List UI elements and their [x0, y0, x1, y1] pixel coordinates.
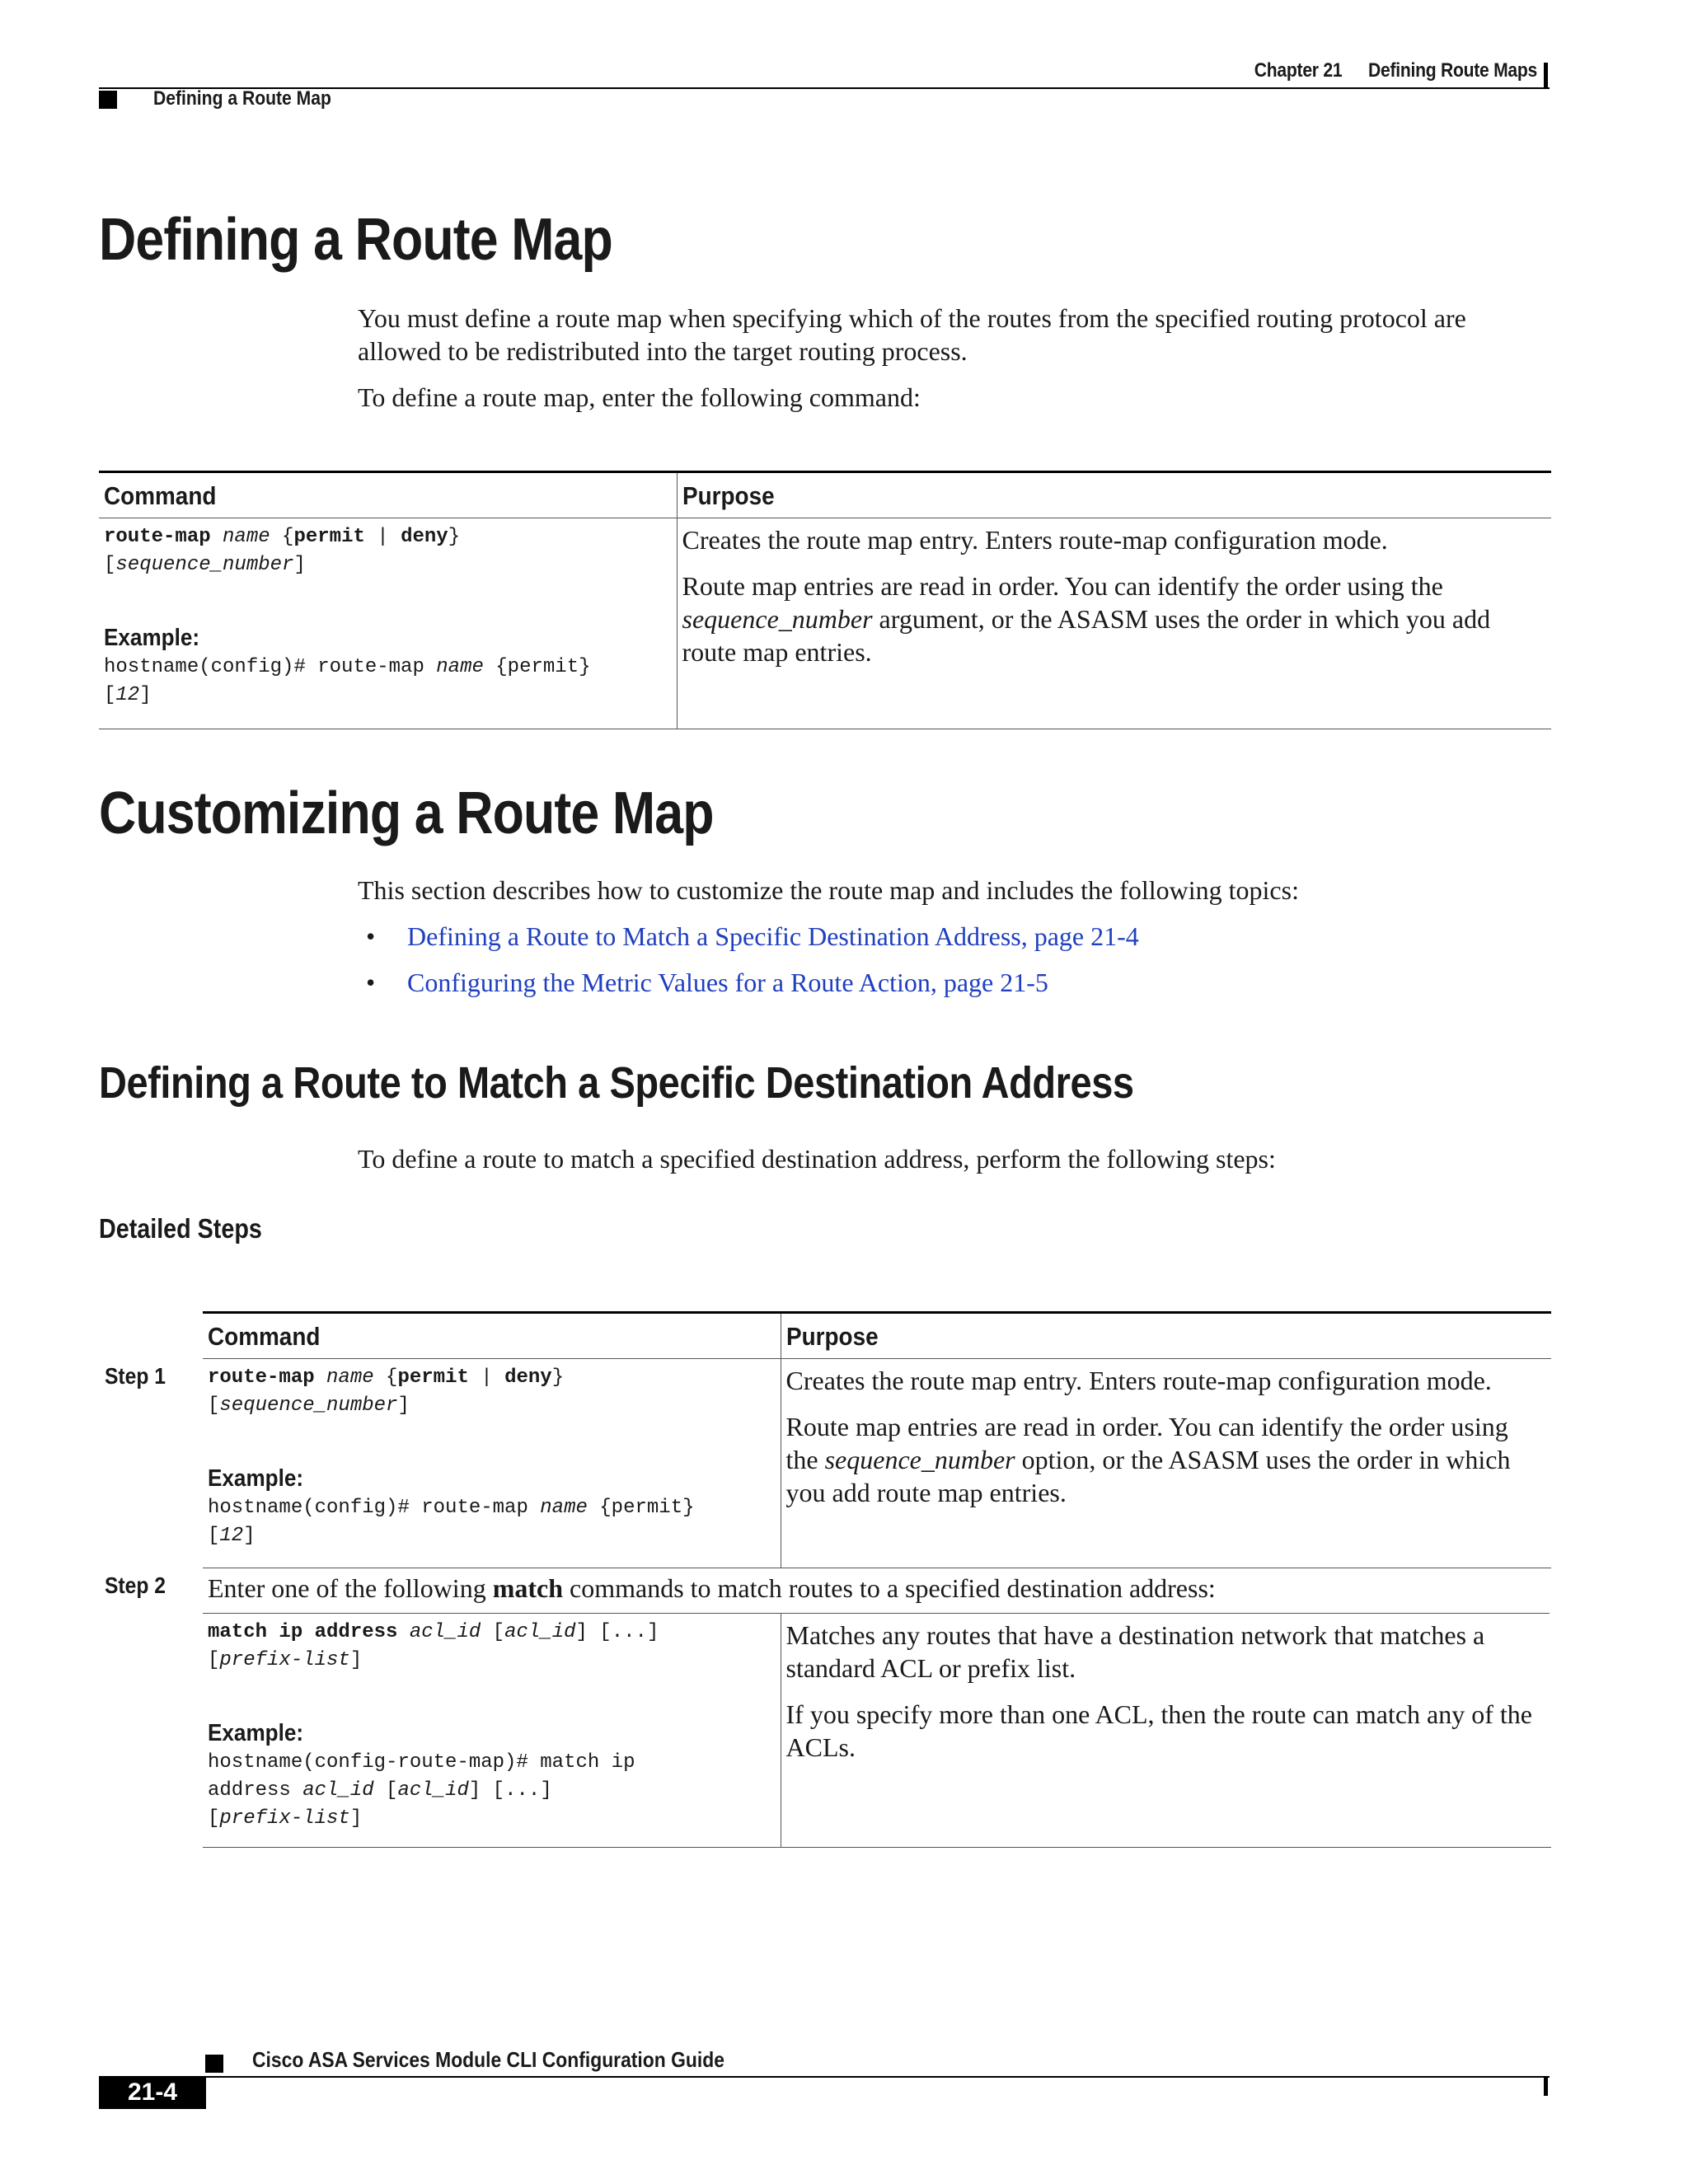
step2-example-line1: hostname(config-route-map)# match ip	[208, 1751, 635, 1774]
section-title-defining-route-map: Defining a Route Map	[99, 207, 612, 273]
detailed-steps-table-step1	[203, 1311, 1551, 1568]
header-square	[99, 91, 117, 109]
command-cell	[99, 518, 677, 729]
step2-example-line3: [prefix-list]	[208, 1807, 363, 1830]
topic-list-item	[358, 920, 1553, 953]
detailed-steps-table-step2	[203, 1614, 1551, 1848]
step2-command-syntax-line2: [prefix-list]	[208, 1649, 363, 1671]
column-header-command: Command	[203, 1313, 781, 1359]
link-defining-route-match[interactable]: Defining a Route to Match a Specific Destination Address, page 21-4	[407, 921, 1139, 951]
step2-example-label: Example:	[208, 1720, 304, 1746]
running-header-section: Defining a Route Map	[153, 87, 331, 110]
section3-intro: To define a route to match a specified destination address, perform the following steps:	[358, 1144, 1276, 1174]
bullet-icon: •	[366, 968, 376, 997]
chapter-title: Defining Route Maps	[1367, 59, 1537, 82]
step2-command-syntax: match ip address acl_id [acl_id] [...]	[208, 1621, 659, 1643]
footer-bar	[1544, 2078, 1548, 2096]
running-header-chapter	[1254, 59, 1537, 82]
header-bar	[1544, 63, 1548, 87]
example-line2: [12]	[104, 684, 152, 706]
step1-example-line2: [12]	[208, 1525, 256, 1547]
section3-body	[358, 1142, 1553, 1175]
step2-purpose-text-1: Matches any routes that have a destination network that matches a standard ACL or prefix list.	[785, 1620, 1485, 1683]
step2-command-cell	[203, 1614, 781, 1848]
step2-instruction: Enter one of the following match commands to match routes to a specified destination address:	[203, 1568, 1550, 1614]
column-header-command: Command	[99, 472, 677, 518]
section-title-customizing-route-map: Customizing a Route Map	[99, 780, 714, 846]
section-title-defining-route-match: Defining a Route to Match a Specific Destination Address	[99, 1058, 1134, 1108]
footer-guide-title: Cisco ASA Services Module CLI Configuration Guide	[252, 2047, 724, 2072]
command-syntax-line2: [sequence_number]	[104, 554, 306, 576]
link-configuring-metric-values[interactable]: Configuring the Metric Values for a Route Action, page 21-5	[407, 968, 1048, 997]
purpose-cell	[677, 518, 1551, 729]
topic-list-item	[358, 966, 1553, 999]
step1-example-line1: hostname(config)# route-map name {permit}	[208, 1497, 695, 1519]
chapter-number: Chapter 21	[1254, 59, 1343, 82]
bullet-icon: •	[366, 921, 376, 951]
command-syntax: route-map name {permit | deny}	[104, 526, 461, 548]
step1-command-syntax-line2: [sequence_number]	[208, 1394, 410, 1417]
detailed-steps-heading: Detailed Steps	[99, 1213, 262, 1244]
section1-para2: To define a route map, enter the following command:	[358, 382, 921, 412]
step2-label: Step 2	[105, 1572, 166, 1598]
step2-purpose-cell	[781, 1614, 1551, 1848]
step1-command-syntax: route-map name {permit | deny}	[208, 1366, 565, 1389]
column-header-purpose: Purpose	[677, 472, 1551, 518]
section1-body	[358, 302, 1553, 414]
step2-example-line2: address acl_id [acl_id] [...]	[208, 1779, 552, 1802]
step1-purpose-text-1: Creates the route map entry. Enters route-map configuration mode.	[785, 1366, 1492, 1395]
column-header-purpose: Purpose	[781, 1313, 1551, 1359]
purpose-text-1: Creates the route map entry. Enters route-map configuration mode.	[682, 525, 1388, 555]
purpose-text-2: Route map entries are read in order. You can identify the order using the sequence_number argument, or the ASASM uses the order in which you add route map entries.	[682, 571, 1491, 667]
step1-purpose-cell	[781, 1359, 1551, 1568]
step2-purpose-text-2: If you specify more than one ACL, then the route can match any of the ACLs.	[785, 1699, 1532, 1762]
step1-example-label: Example:	[208, 1465, 304, 1492]
footer-rule	[205, 2076, 1550, 2078]
step1-command-cell	[203, 1359, 781, 1568]
page-number: 21-4	[99, 2076, 206, 2109]
example-label: Example:	[104, 625, 200, 651]
example-line1: hostname(config)# route-map name {permit}	[104, 656, 591, 678]
step1-label: Step 1	[105, 1363, 166, 1389]
section1-para1: You must define a route map when specifying which of the routes from the specified routing protocol are allowed to be redistributed into the target routing process.	[358, 303, 1466, 366]
step1-purpose-text-2: Route map entries are read in order. You can identify the order using the sequence_number option, or the ASASM uses the order in which you add route map entries.	[785, 1412, 1511, 1507]
footer-square	[205, 2055, 223, 2073]
route-map-command-table	[99, 471, 1551, 729]
section2-body	[358, 874, 1553, 999]
section2-intro: This section describes how to customize the route map and includes the following topics:	[358, 875, 1299, 905]
